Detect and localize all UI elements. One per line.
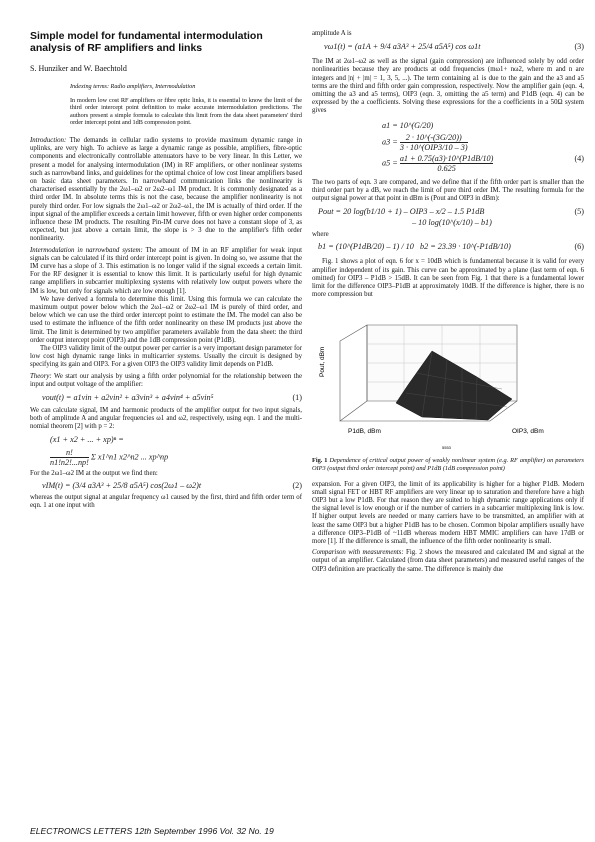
theory-paragraph [30, 373, 302, 389]
equation-6: a3 = $\frac{2 \cdot 10\^{}(-(3G/20))}{\text{3 · 10\textasciicircum{}(OIP3/10 – 3)}}$ [382, 132, 468, 152]
index-terms: Indexing terms: Radio amplifiers, Intermodulation [70, 83, 196, 90]
intro-paragraph [30, 137, 302, 244]
right-paragraph-1: The IM at 2ω1–ω2 as well as the signal (gain compression) are influenced solely by odd order nonlinearities because they are products at odd frequencies (mω1+ nω2, where m and n are integers and |n| + |m| = 1, 3, 5, ...). The term containing a1 is due to the gain and the a3 and a5 terms are the third and fifth order gain compression, respectively. Now the amplifier gain (eqn. 4, omitting the a3 and a5 terms), OIP3 (eqn. 3, omitting the a5 term) and P1dB (eqn. 4) can be expressed by the a coefficients. Solving these expressions for the a coefficients in a 50Ω system gives [312, 58, 584, 115]
equation-1-number: (1) [292, 393, 302, 403]
figure-1-y-label: P1dB, dBm [348, 428, 381, 436]
theory-heading: Theory: [30, 372, 52, 380]
equation-7-number: (4) [574, 153, 584, 163]
comparison-paragraph [312, 549, 584, 574]
narrowband-paragraph-3: The OIP3 validity limit of the output power per carrier is a very important design parameter for low cost high dynamic range links in multicarrier systems. Usually the circuit is designed by specifying its gain and OIP3. For a given OIP3 the OIP3 validity limit depends on P1dB. [30, 345, 302, 369]
right-paragraph-4: expansion. For a given OIP3, the limit of its applicability is higher for a higher P1dB. Modern small signal FET or HBT RF amplifiers are very linear up to saturation and therefore have a high OIP3 but a low P1dB. For that reason they are suited to high dynamic range applications only if the signal level is low enough or if the number of carriers in a subcarrier multiplexing link is low. If higher output levels are needed or many carriers have to be transmitted, an amplifier with at least the same OIP3 but a higher P1dB has to be chosen. Common bipolar amplifiers usually have a difference OIP3–P1dB of ~11dB whereas modern HBT MMIC amplifiers can have 17dB or more [1]. If the difference is small, the influence of the fifth order nonlinearity is small. [312, 480, 584, 546]
equation-8 [318, 207, 584, 217]
equation-8-number: (5) [574, 207, 584, 217]
equation-3-body: vIM(t) = (3/4 a3A³ + 25/8 a5A⁵) cos(2ω1 – ω2)t [42, 480, 202, 490]
figure-1-id: 5553 [442, 445, 451, 451]
equation-6-fraction [400, 133, 468, 152]
right-column [312, 30, 584, 574]
figure-1-caption [312, 457, 584, 472]
equation-8-body: Pout = 20 log(b1/10 + 1) – OIP3 – x/2 – 1.5 P1dB [318, 207, 485, 217]
intro-text: The demands in cellular radio systems to provide maximum dynamic range in uplinks, are very high. To achieve as large a dynamic range as possible, amplifiers, fibre-optic components and electronically controllable attenuators have to be very linear. In this Letter, we present a model for analysing intermodulation (IM) in RF amplifiers, or other nonlinear systems such as narrowband links, and guidelines for the optimal choice of low cost linear amplifiers based on basic data sheet parameters. In narrowband communication links the nonlinearity is characterised essentially by the 2ω1–ω2 or 2ω2–ω1 IM product. It is commonly designated as a third order IM. In absolute terms this is not the case, because the amplifier nonlinearity is not purely third order. For low signals the 2ω1–ω2 or 2ω2–ω1, the IM is actually of third order. If the input signal of the amplifier exceeds a certain limit however, fifth or even higher order components influence these IM products. The resulting Pin-IM curve does not have a constant slope of 3, as expected, but just above a certain limit, the slope is > 3 due to the amplifier's fifth order nonlinearity. [30, 136, 302, 243]
right-paragraph-3: Fig. 1 shows a plot of eqn. 6 for x = 10dB which is fundamental because it is valid for every amplifier independent of its gain. This curve can be approximated by a plane (last term of eqn. 6 omitted) for OIP3 – P1dB > 15dB. It can be seen from Fig. 1 that there is a fundamental lower limit for the difference OIP3–P1dB at approximately 10dB. If the difference is higher, there is no more compression but [312, 258, 584, 299]
equation-2-denominator: n1!n2!...np! [50, 457, 89, 467]
equation-7-fraction [400, 154, 494, 173]
theory-paragraph-2: We can calculate signal, IM and harmonic products of the amplifier output for two input signals, both of amplitude A and angular frequencies ω1 and ω2, respectively, using eqn. 1 and the multi-nomial theorem [2] with p = 2: [30, 407, 302, 431]
abstract: In modern low cost RF amplifiers or fibre optic links, it is essential to know the limit of the third order intercept point definition to make accurate intermodulation predictions. The authors present a simple formula to calculate this limit from the data sheet parameters' third order intercept point and 1dB compression point. [70, 96, 302, 127]
equation-1 [42, 393, 302, 403]
equation-4-number: (3) [574, 42, 584, 52]
equation-2-sum: Σ x1^n1 x2^n2 ... xp^np [90, 452, 169, 462]
equation-4-body: vω1(t) = (a1A + 9/4 a3A³ + 25/4 a5A⁵) cos ω1t [324, 42, 481, 52]
theory-text: We start our analysis by using a fifth order polynomial for the relationship between the input and output voltage of the amplifier: [30, 372, 302, 388]
equation-1-body: vout(t) = a1vin + a2vin² + a3vin³ + a4vin⁴ + a5vin⁵ [42, 393, 214, 403]
narrowband-paragraph-2: We have derived a formula to determine this limit. Using this formula we can calculate the maximum output power below which the 2ω1–ω2 or 2ω2–ω1 IM is purely of third order, and below which we can use the third order intercept point to estimate the IM. The model can also be used to estimate the influence of the fifth order nonlinearity on these IM products just above the limit. The limit is determined by two amplifier parameters available from the data sheet: the third order output intercept point (OIP3) and the 1dB compression point (P1dB). [30, 295, 302, 344]
equation-3 [42, 481, 302, 491]
narrowband-paragraph [30, 247, 302, 296]
equation-2-fraction [50, 448, 89, 467]
equation-10 [318, 242, 584, 252]
equation-7: a5 = $\frac{a1 + 0.75(a3)\cdot 10\^{}(P1dB/10)}{0.625}$ (4) [382, 153, 584, 173]
right-paragraph-2: The two parts of eqn. 3 are compared, and we define that if the fifth order part is smaller than the third order part by a dB, we reach the limit of pure third order IM. The resulting formula for the output signal power at that point in dBm is (Pout and OIP3 in dBm): [312, 178, 584, 203]
equation-2 [50, 435, 302, 445]
equation-3-number: (2) [292, 480, 302, 490]
comparison-heading: Comparison with measurements: [312, 549, 404, 557]
right-intro: amplitude A is [312, 30, 352, 37]
right-where: where [312, 231, 329, 239]
figure-1-caption-label: Fig. 1 [312, 457, 328, 465]
equation-9-body: – 10 log(10^(x/10) – b1) [412, 218, 492, 228]
authors: S. Hunziker and W. Baechtold [30, 64, 127, 73]
narrowband-heading: Intermodulation in narrowband system: [30, 246, 143, 254]
equation-9 [412, 218, 584, 228]
equation-6-denominator: 3 · 10^(OIP3/10 – 3) [399, 142, 468, 152]
equation-2-rhs [50, 448, 302, 467]
equation-10-b1: b1 = (10^(P1dB/20) – 1) / 10 [318, 242, 414, 252]
equation-7-denominator: 0.625 [400, 163, 494, 173]
equation-2-numerator: n! [66, 447, 73, 457]
figure-1 [312, 303, 584, 453]
comparison-text: Fig. 2 shows the measured and calculated IM and signal at the output of an amplifier. Calculated (from data sheet parameters) and measured useful ranges of the OIP3 definition are practically the same. The difference is mainly due [312, 549, 584, 573]
equation-5-body: a1 = 10^(G/20) [382, 120, 434, 130]
paper-title: Simple model for fundamental intermodulation analysis of RF amplifiers and links [30, 30, 263, 54]
figure-1-caption-text: Dependence of critical output power of weakly nonlinear system (e.g. RF amplifier) on parameters OIP3 (output third order intercept point) and P1dB (1dB compression point) [312, 457, 584, 473]
equation-7-numerator: a1 + 0.75(a3)·10^(P1dB/10) [399, 153, 494, 163]
equation-6-numerator: 2 · 10^(-(3G/20)) [405, 132, 462, 142]
equation-10-number: (6) [574, 242, 584, 252]
left-column [30, 30, 302, 510]
intro-heading: Introduction: [30, 136, 67, 144]
theory-paragraph-3: For the 2ω1–ω2 IM at the output we find then: [30, 469, 158, 477]
equation-10-b2: b2 = 23.39 · 10^(-P1dB/10) [419, 242, 511, 252]
abstract-box [70, 83, 302, 127]
theory-paragraph-4: whereas the output signal at angular frequency ω1 caused by the first, third and fifth order term of eqn. 1 at one input with [30, 493, 302, 510]
figure-1-x-label: OIP3, dBm [512, 428, 544, 436]
figure-1-plot [312, 303, 584, 453]
equation-4 [324, 42, 584, 52]
page-footer: ELECTRONICS LETTERS 12th September 1996 Vol. 32 No. 19 [30, 826, 274, 836]
narrowband-text: The amount of IM in an RF amplifier for weak input signals can be calculated if its third order intercept point is given. In doing so, we assume that the IM curve has a slope of 3. This estimation is no longer valid if the signal exceeds a certain limit. For the RF designer it is essential to know this limit. It is particularly useful for high dynamic range amplifiers in subcarrier multiplexing systems with relatively low output powers where the IM is low, but only for signals which are low enough [1]. [30, 246, 302, 295]
equation-5 [382, 121, 584, 131]
figure-1-z-label: Pout, dBm [319, 347, 326, 378]
equation-2-lhs: (x1 + x2 + ... + xp)ⁿ = [50, 434, 124, 444]
